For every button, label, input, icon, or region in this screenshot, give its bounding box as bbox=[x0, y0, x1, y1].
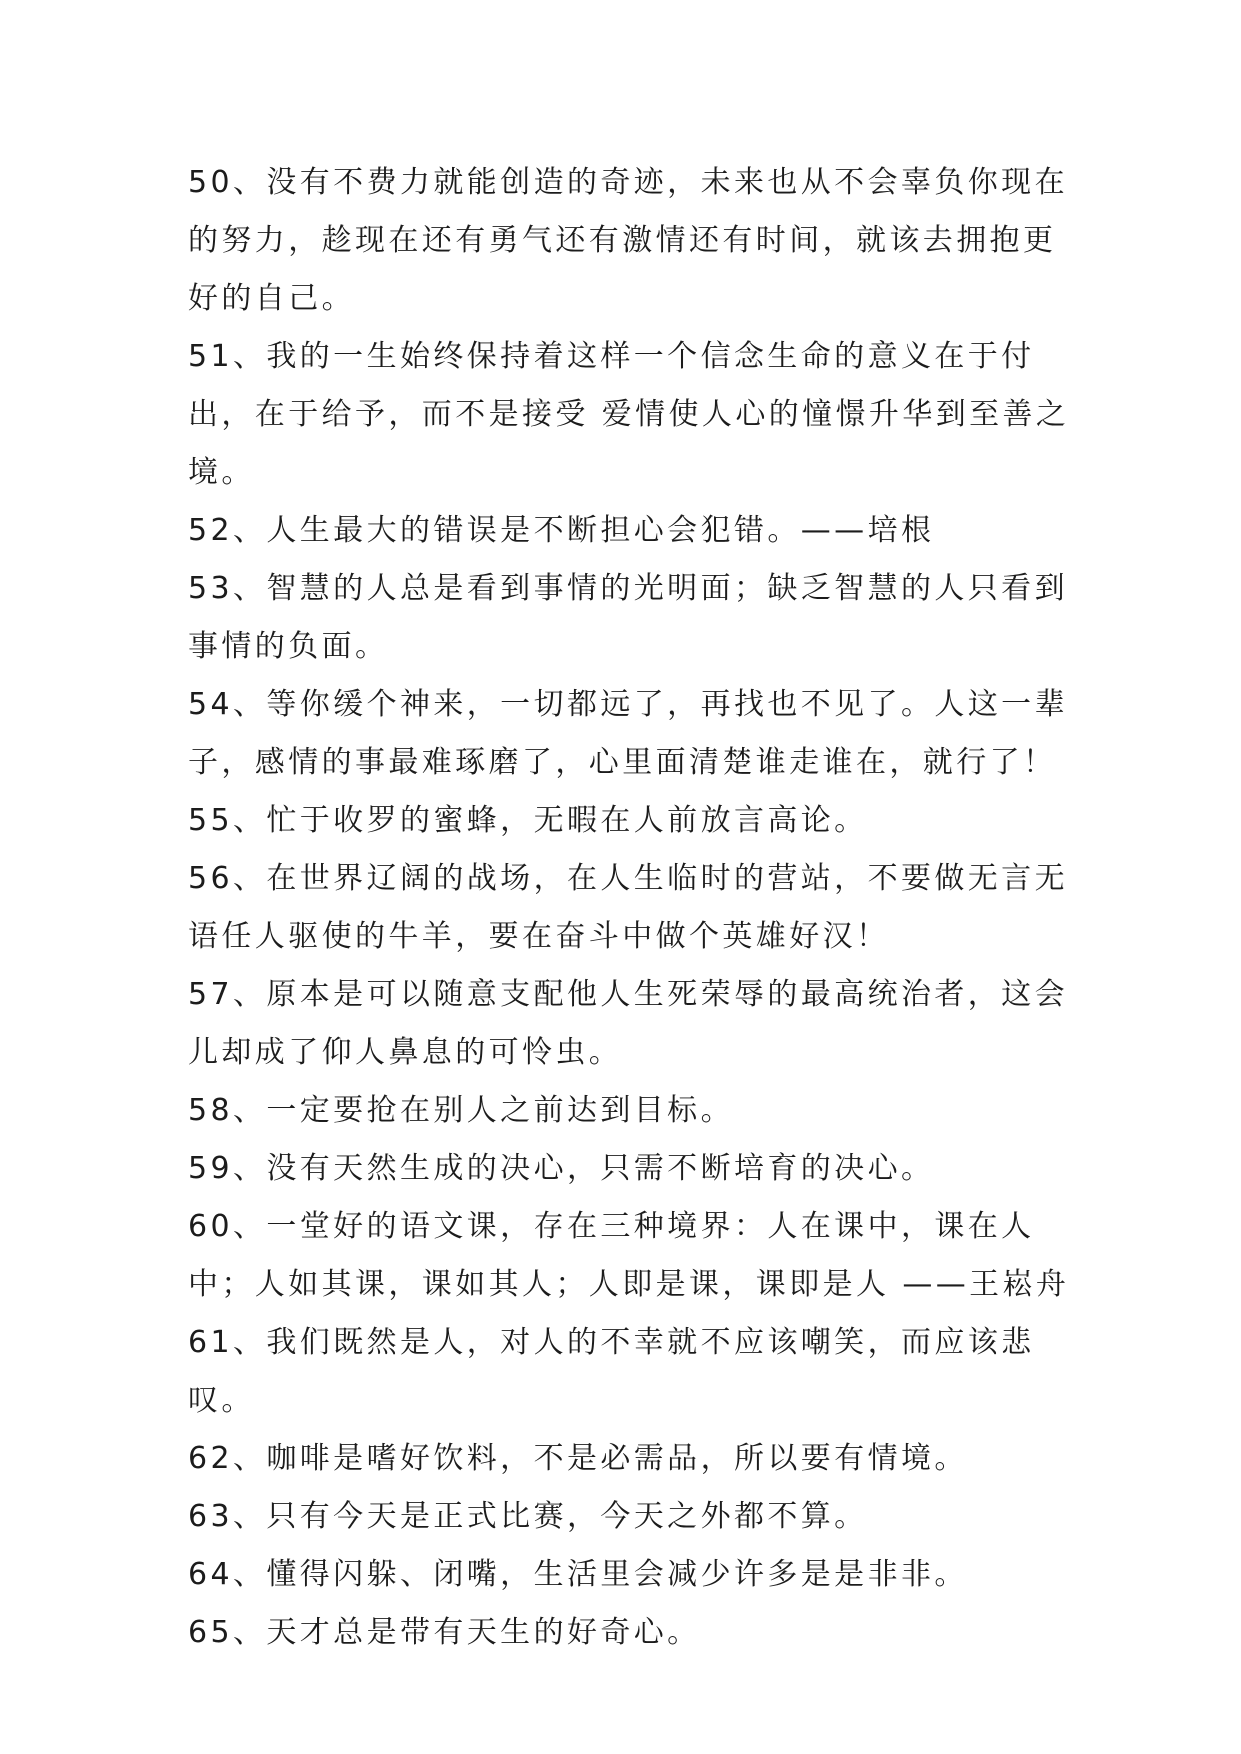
quote-entry-61: 61、我们既然是人，对人的不幸就不应该嘲笑，而应该悲叹。 bbox=[188, 1325, 1035, 1418]
quote-entry-62: 62、咖啡是嗜好饮料，不是必需品，所以要有情境。 bbox=[188, 1441, 968, 1476]
quote-list bbox=[188, 154, 1088, 1662]
quote-entry-59: 59、没有天然生成的决心，只需不断培育的决心。 bbox=[188, 1151, 935, 1186]
quote-entry-52: 52、人生最大的错误是不断担心会犯错。——培根 bbox=[188, 513, 935, 548]
quote-entry-54: 54、等你缓个神来，一切都远了，再找也不见了。人这一辈子，感情的事最难琢磨了，心里面清楚谁走谁在，就行了！ bbox=[188, 687, 1068, 780]
quote-entry-65: 65、天才总是带有天生的好奇心。 bbox=[188, 1615, 701, 1650]
quote-entry-58: 58、一定要抢在别人之前达到目标。 bbox=[188, 1093, 734, 1128]
quote-entry-55: 55、忙于收罗的蜜蜂，无暇在人前放言高论。 bbox=[188, 803, 868, 838]
quote-entry-60: 60、一堂好的语文课，存在三种境界：人在课中，课在人中；人如其课，课如其人；人即是课，课即是人 ——王崧舟 bbox=[188, 1209, 1070, 1302]
quote-entry-64: 64、懂得闪躲、闭嘴，生活里会减少许多是是非非。 bbox=[188, 1557, 968, 1592]
quote-entry-56: 56、在世界辽阔的战场，在人生临时的营站，不要做无言无语任人驱使的牛羊，要在奋斗中做个英雄好汉！ bbox=[188, 861, 1068, 954]
quote-entry-57: 57、原本是可以随意支配他人生死荣辱的最高统治者，这会儿却成了仰人鼻息的可怜虫。 bbox=[188, 977, 1068, 1070]
quote-entry-63: 63、只有今天是正式比赛，今天之外都不算。 bbox=[188, 1499, 868, 1534]
quote-entry-51: 51、我的一生始终保持着这样一个信念生命的意义在于付出，在于给予，而不是接受 爱情使人心的憧憬升华到至善之境。 bbox=[188, 339, 1070, 490]
quote-entry-50: 50、没有不费力就能创造的奇迹，未来也从不会辜负你现在的努力，趁现在还有勇气还有激情还有时间，就该去拥抱更好的自己。 bbox=[188, 165, 1068, 316]
quote-entry-53: 53、智慧的人总是看到事情的光明面；缺乏智慧的人只看到事情的负面。 bbox=[188, 571, 1068, 664]
